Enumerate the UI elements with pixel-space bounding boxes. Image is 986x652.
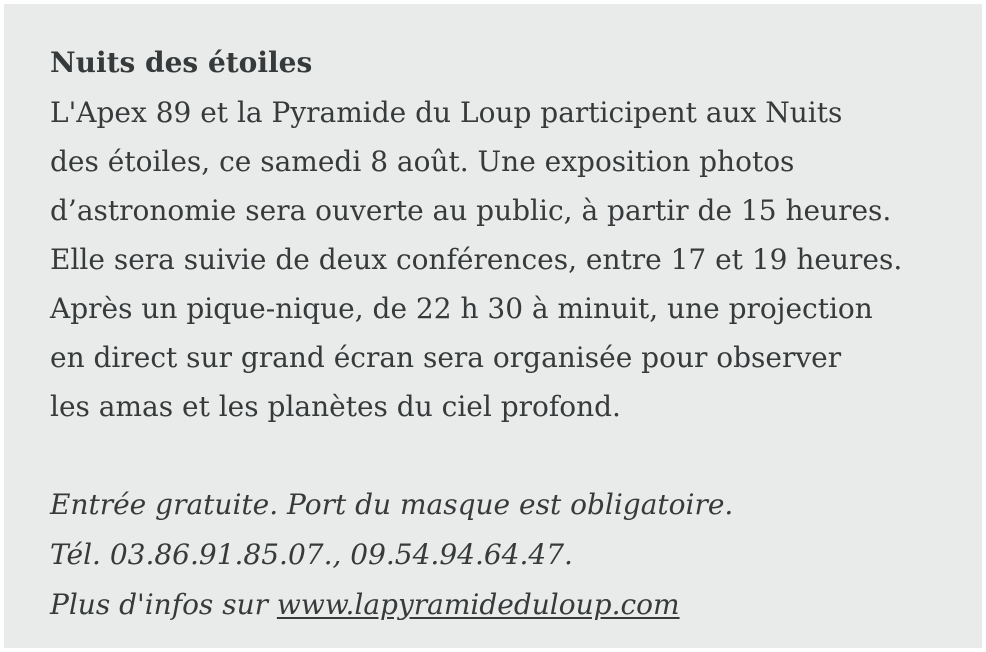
description-line-5: Après un pique-nique, de 22 h 30 à minuit, une projection xyxy=(50,292,873,325)
description-line-2: des étoiles, ce samedi 8 août. Une exposition photos xyxy=(50,145,795,178)
event-description xyxy=(50,88,982,431)
more-info xyxy=(50,580,982,630)
website-link[interactable]: www.lapyramideduloup.com xyxy=(276,588,680,621)
description-line-6: en direct sur grand écran sera organisée pour observer xyxy=(50,341,842,374)
phone-info: Tél. 03.86.91.85.07., 09.54.94.64.47. xyxy=(50,538,573,571)
entry-info: Entrée gratuite. Port du masque est obligatoire. xyxy=(50,488,734,521)
description-line-4: Elle sera suivie de deux conférences, entre 17 et 19 heures. xyxy=(50,243,903,276)
description-line-1: L'Apex 89 et la Pyramide du Loup participent aux Nuits xyxy=(50,96,843,129)
practical-info xyxy=(50,480,982,630)
description-line-7: les amas et les planètes du ciel profond. xyxy=(50,390,621,423)
more-info-prefix: Plus d'infos sur xyxy=(50,588,277,621)
paragraph-spacer xyxy=(50,431,982,480)
event-title: Nuits des étoiles xyxy=(50,46,313,79)
description-line-3: d’astronomie sera ouverte au public, à partir de 15 heures. xyxy=(50,194,892,227)
event-info-box xyxy=(4,4,982,648)
